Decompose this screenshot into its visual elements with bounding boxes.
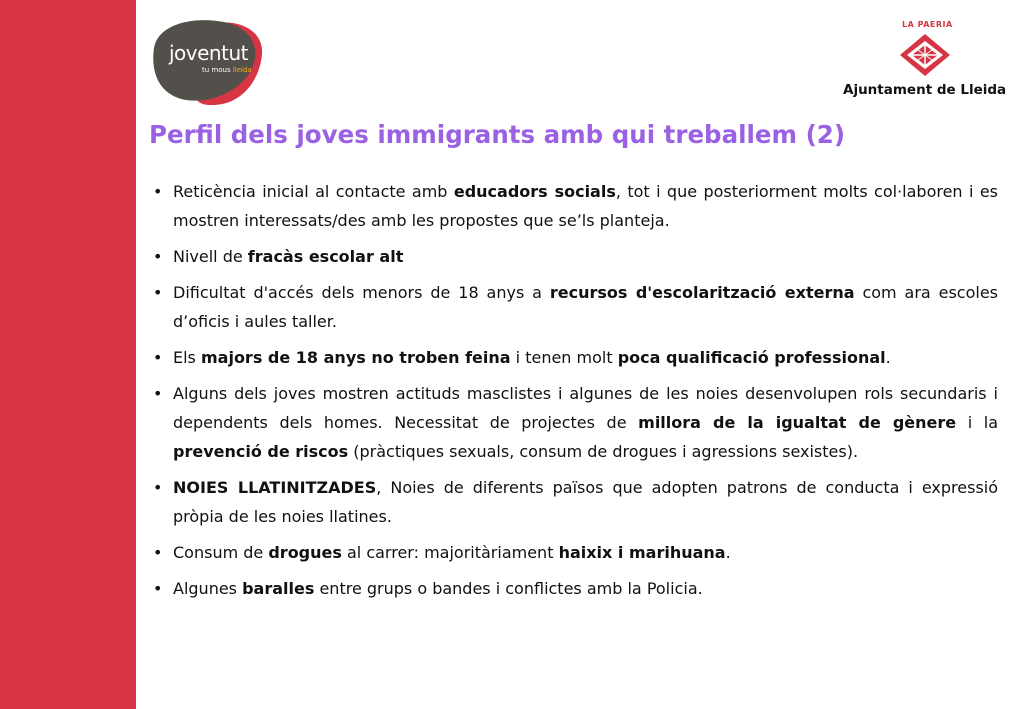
joventut-tagline xyxy=(202,66,252,74)
slide-title: Perfil dels joves immigrants amb qui treballem (2) xyxy=(149,120,846,149)
joventut-tagline-highlight: lleida xyxy=(232,66,252,74)
joventut-tagline-prefix: tu mous xyxy=(202,66,233,74)
bullet-item-3: • Dificultat d'accés dels menors de 18 anys a recursos d'escolarització externa com ara escoles d’oficis i aules taller. xyxy=(150,278,998,336)
ajuntament-lleida-logo xyxy=(836,20,1016,104)
bullet-item-7: • Consum de drogues al carrer: majoritàriament haixix i marihuana. xyxy=(150,538,998,567)
joventut-wordmark: joventut xyxy=(169,41,248,65)
ajuntament-name: Ajuntament de Lleida xyxy=(843,82,1007,98)
bullet-item-4: • Els majors de 18 anys no troben feina i tenen molt poca qualificació professional. xyxy=(150,343,998,372)
bullet-item-1: • Reticència inicial al contacte amb educadors socials, tot i que posteriorment molts col·laboren i es mostren interessats/des amb les propostes que se’ls planteja. xyxy=(150,177,998,235)
left-sidebar-band xyxy=(0,0,136,709)
bullet-item-6: • NOIES LLATINITZADES, Noies de diferents països que adopten patrons de conducta i expressió pròpia de les noies llatines. xyxy=(150,473,998,531)
paeria-top-text: LA PAERIA xyxy=(902,20,953,29)
joventut-logo xyxy=(148,14,266,106)
paeria-emblem-icon xyxy=(898,32,952,78)
bullet-item-2: • Nivell de fracàs escolar alt xyxy=(150,242,998,271)
bullet-item-5: • Alguns dels joves mostren actituds masclistes i algunes de les noies desenvolupen rols secundaris i dependents dels homes. Necessitat de projectes de millora de la igualtat de gènere i la prevenció de riscos (pràctiques sexuals, consum de drogues i agressions sexistes). xyxy=(150,379,998,466)
bullet-item-8: • Algunes baralles entre grups o bandes i conflictes amb la Policia. xyxy=(150,574,998,603)
bullet-list xyxy=(150,177,998,610)
